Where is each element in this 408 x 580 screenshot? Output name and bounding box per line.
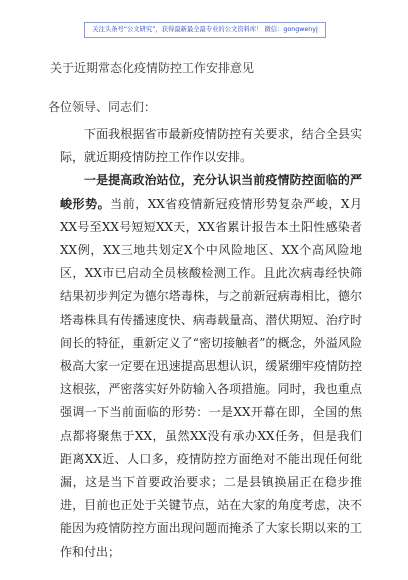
header-banner: [84, 22, 326, 38]
document-title: 关于近期常态化疫情防控工作安排意见: [50, 61, 255, 75]
document-body: [60, 123, 362, 564]
paragraph-text: 当前，XX省疫情新冠疫情形势复杂严峻，X月XX号至XX号短短XX天，XX省累计报告本土阳性感染者XX例，XX三地共划定X个中风险地区、XX个高风险地区，XX市已启动全员核酸检测工作。且此次病毒经快筛结果初步判定为德尔塔毒株，与之前新冠病毒相比，德尔塔毒株具有传播速度快、病毒载量高、潜伏期短、治疗时间长的特征，重新定义了“密切接触者”的概念，外溢风险极高大家一定要在迅速提高思想认识，缓紧绷牢疫情防控这根弦，严密落实好外防输入各项措施。同时，我也重点强调一下当前面临的形势：一是XX开幕在即，全国的焦点都将聚焦于XX，虽然XX没有承办XX任务，但是我们距离XX近、人口多，疫情防控方面绝对不能出现任何纰漏，这是当下首要政治要求；二是县镇换届正在稳步推进，目前也正处于关键节点，站在大家的角度考虑，决不能因为疫情防控方面出现问题而掩杀了大家长期以来的工作和付出；: [60, 196, 362, 559]
paragraph-situation: [60, 169, 362, 563]
paragraph-intro: 下面我根据省市最新疫情防控有关要求，结合全县实际，就近期疫情防控工作作以安排。: [60, 127, 362, 165]
salutation: 各位领导、同志们：: [48, 100, 157, 114]
banner-text: 关注头条号“公文研究”，获得最新最全最专业的公文资料库！ 微信：gongwenyj: [92, 26, 318, 33]
paragraph-heading: 一是提高政治站位，充分认识当前疫情防控面临的严峻形势。: [60, 173, 362, 211]
